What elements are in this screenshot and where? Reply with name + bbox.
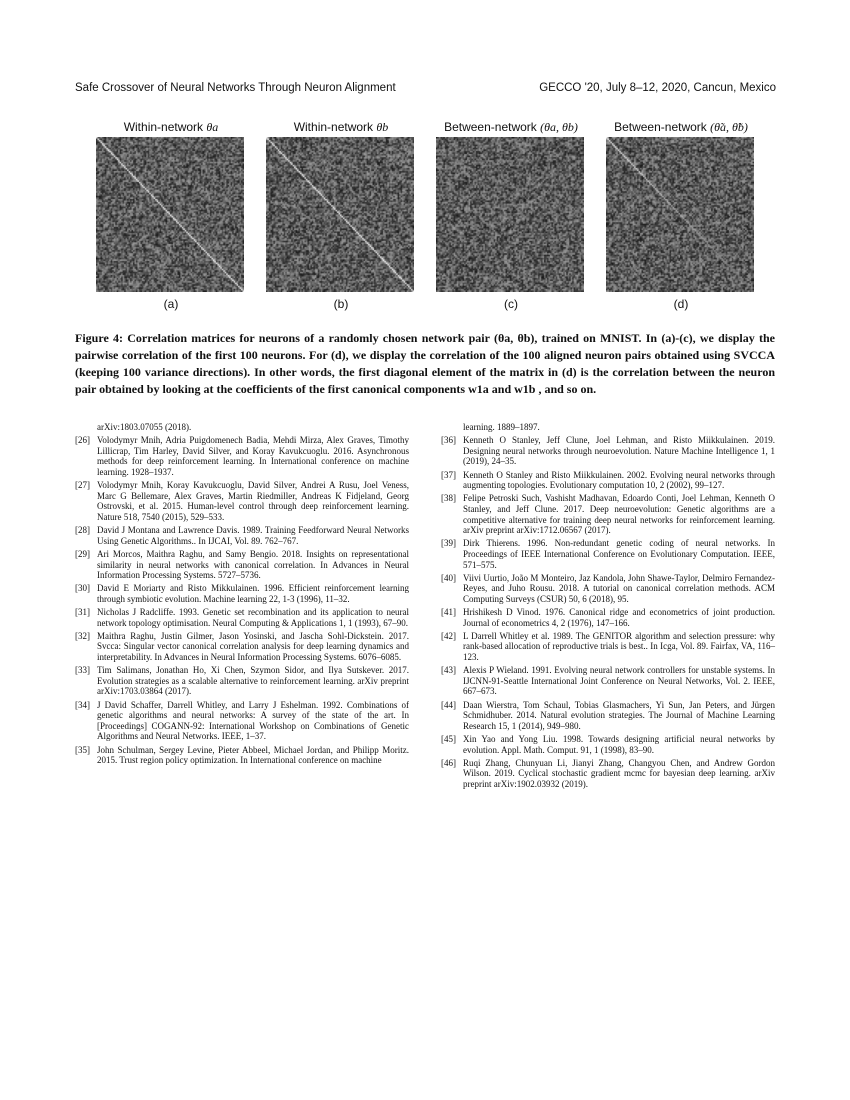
panel-label: (b) bbox=[333, 297, 349, 311]
reference-number: [41] bbox=[441, 607, 456, 618]
running-header-venue: GECCO '20, July 8–12, 2020, Cancun, Mexico bbox=[539, 82, 776, 94]
panel-title: Between-network (θ̃a, θ̃b) bbox=[614, 120, 748, 134]
reference-number: [45] bbox=[441, 733, 456, 744]
reference-entry bbox=[75, 480, 409, 522]
reference-number: [40] bbox=[441, 572, 456, 583]
reference-text: Alexis P Wieland. 1991. Evolving neural network controllers for unstable systems. In IJCNN-91-Seattle International Joint Conference on Neural Networks, Vol. 2. IEEE, 667–673. bbox=[463, 665, 775, 697]
reference-entry bbox=[441, 573, 775, 605]
reference-entry bbox=[441, 631, 775, 663]
reference-number: [34] bbox=[75, 699, 90, 710]
reference-entry bbox=[75, 665, 409, 697]
reference-text: Xin Yao and Yong Liu. 1998. Towards designing artificial neural networks by evolution. Appl. Math. Comput. 91, 1 (1998), 83–90. bbox=[463, 733, 775, 755]
reference-entry bbox=[441, 665, 775, 697]
reference-number: [31] bbox=[75, 607, 90, 618]
reference-number: [26] bbox=[75, 435, 90, 446]
reference-number: [36] bbox=[441, 435, 456, 446]
reference-entry bbox=[75, 525, 409, 546]
correlation-matrix-b bbox=[266, 137, 414, 292]
reference-entry bbox=[75, 583, 409, 604]
reference-entry bbox=[441, 470, 775, 491]
reference-text: John Schulman, Sergey Levine, Pieter Abbeel, Michael Jordan, and Philipp Moritz. 2015. Trust region policy optimization. In International conference on machine bbox=[97, 744, 409, 766]
correlation-matrix-d bbox=[606, 137, 754, 292]
reference-number: [38] bbox=[441, 493, 456, 504]
panel-label: (c) bbox=[504, 297, 518, 311]
reference-entry bbox=[441, 734, 775, 755]
reference-text: David J Montana and Lawrence Davis. 1989. Training Feedforward Neural Networks Using Genetic Algorithms.. In IJCAI, Vol. 89. 762–767. bbox=[97, 525, 409, 546]
reference-number: [46] bbox=[441, 757, 456, 768]
reference-entry bbox=[75, 631, 409, 663]
reference-text: Volodymyr Mnih, Adria Puigdomenech Badia, Mehdi Mirza, Alex Graves, Timothy Lillicrap, Tim Harley, David Silver, and Koray Kavukcuoglu. 2016. Asynchronous methods for deep reinforcement learning. In International conference on machine learning. 1928–1937. bbox=[97, 435, 409, 477]
reference-text: Ruqi Zhang, Chunyuan Li, Jianyi Zhang, Changyou Chen, and Andrew Gordon Wilson. 2019. Cyclical stochastic gradient mcmc for bayesian deep learning. arXiv preprint arXiv:1902.03932 (2019). bbox=[463, 757, 775, 789]
reference-entry bbox=[441, 493, 775, 535]
reference-text: Dirk Thierens. 1996. Non-redundant genetic coding of neural networks. In Proceedings of IEEE International Conference on Evolutionary Computation. IEEE, 571–575. bbox=[463, 538, 775, 570]
references-column-right bbox=[441, 422, 775, 792]
reference-text: Kenneth O Stanley and Risto Miikkulainen. 2002. Evolving neural networks through augmenting topologies. Evolutionary computation 10, 2 (2002), 99–127. bbox=[463, 469, 775, 491]
reference-entry bbox=[441, 538, 775, 570]
reference-text: Ari Morcos, Maithra Raghu, and Samy Bengio. 2018. Insights on representational similarity in neural networks with canonical correlation. In Advances in Neural Information Processing Systems. 5727–5736. bbox=[97, 548, 409, 581]
reference-text: arXiv:1803.07055 (2018). bbox=[97, 422, 192, 432]
figure-caption: Figure 4: Correlation matrices for neurons of a randomly chosen network pair (θa, θb), trained on MNIST. In (a)-(c), we display the pairwise correlation of the first 100 neurons. For (d), we display the correlation of the 100 aligned neuron pairs obtained using SVCCA (keeping 100 variance directions). In other words, the first diagonal element of the matrix in (d) is the correlation between the neuron pair obtained by looking at the coefficients of the first canonical components w1a and w1b , and so on. bbox=[75, 331, 775, 396]
figure-panel-c bbox=[436, 118, 586, 311]
panel-title: Between-network (θa, θb) bbox=[444, 120, 578, 134]
reference-text: Maithra Raghu, Justin Gilmer, Jason Yosinski, and Jascha Sohl-Dickstein. 2017. Svcca: Singular vector canonical correlation analysis for deep learning dynamics and interpretability. In Advances in Neural Information Processing Systems. 6076–6085. bbox=[97, 630, 409, 663]
reference-number: [32] bbox=[75, 630, 90, 641]
reference-text: Tim Salimans, Jonathan Ho, Xi Chen, Szymon Sidor, and Ilya Sutskever. 2017. Evolution strategies as a scalable alternative to reinforcement learning. arXiv preprint arXiv:1703.03864 (2017). bbox=[97, 665, 409, 697]
panel-title: Within-network θb bbox=[293, 120, 389, 134]
reference-entry bbox=[441, 422, 775, 433]
reference-number: [37] bbox=[441, 469, 456, 480]
panel-label: (d) bbox=[673, 297, 689, 311]
reference-number: [28] bbox=[75, 525, 90, 536]
reference-text: Hrishikesh D Vinod. 1976. Canonical ridge and econometrics of joint production. Journal of econometrics 4, 2 (1976), 147–166. bbox=[463, 607, 775, 628]
reference-number: [33] bbox=[75, 665, 90, 676]
reference-text: L Darrell Whitley et al. 1989. The GENITOR algorithm and selection pressure: why rank-based allocation of reproductive trials is best.. In Icga, Vol. 89. Fairfax, VA, 116–123. bbox=[463, 630, 775, 663]
reference-entry bbox=[75, 549, 409, 581]
reference-text: learning. 1889–1897. bbox=[463, 422, 540, 432]
reference-text: Viivi Uurtio, João M Monteiro, Jaz Kandola, John Shawe-Taylor, Delmiro Fernandez-Reyes, and Juho Rousu. 2018. A tutorial on canonical correlation methods. ACM Computing Surveys (CSUR) 50, 6 (2018), 95. bbox=[463, 572, 775, 604]
reference-text: Nicholas J Radcliffe. 1993. Genetic set recombination and its application to neural network topology optimisation. Neural Computing & Applications 1, 1 (1993), 67–90. bbox=[97, 607, 409, 628]
reference-number: [44] bbox=[441, 699, 456, 710]
reference-entry bbox=[75, 745, 409, 766]
reference-number: [29] bbox=[75, 548, 90, 559]
reference-text: Volodymyr Mnih, Koray Kavukcuoglu, David Silver, Andrei A Rusu, Joel Veness, Marc G Bellemare, Alex Graves, Martin Riedmiller, Andreas K Fidjeland, Georg Ostrovski, et al. 2015. Human-level control through deep reinforcement learning. Nature 518, 7540 (2015), 529–533. bbox=[97, 480, 409, 522]
panel-label: (a) bbox=[163, 297, 179, 311]
reference-entry bbox=[441, 758, 775, 790]
reference-text: Kenneth O Stanley, Jeff Clune, Joel Lehman, and Risto Miikkulainen. 2019. Designing neural networks through neuroevolution. Nature Machine Intelligence 1, 1 (2019), 24–35. bbox=[463, 435, 775, 467]
reference-number: [42] bbox=[441, 630, 456, 641]
reference-text: Daan Wierstra, Tom Schaul, Tobias Glasmachers, Yi Sun, Jan Peters, and Jürgen Schmidhuber. 2014. Natural evolution strategies. The Journal of Machine Learning Research 15, 1 (2014), 949–980. bbox=[463, 699, 775, 731]
panel-title: Within-network θa bbox=[123, 120, 219, 134]
reference-entry bbox=[441, 435, 775, 467]
reference-entry bbox=[75, 607, 409, 628]
figure-panel-a bbox=[96, 118, 246, 311]
reference-number: [39] bbox=[441, 538, 456, 549]
reference-text: J David Schaffer, Darrell Whitley, and Larry J Eshelman. 1992. Combinations of genetic algorithms and neural networks: A survey of the state of the art. In [Proceedings] COGANN-92: International Workshop on Combinations of Genetic Algorithms and Neural Networks. IEEE, 1–37. bbox=[97, 699, 409, 742]
reference-entry bbox=[75, 435, 409, 477]
figure-panel-d bbox=[606, 118, 756, 311]
reference-entry bbox=[441, 607, 775, 628]
reference-number: [35] bbox=[75, 744, 90, 755]
reference-entry bbox=[441, 700, 775, 732]
correlation-matrix-a bbox=[96, 137, 244, 292]
reference-number: [27] bbox=[75, 480, 90, 491]
reference-entry bbox=[75, 700, 409, 742]
reference-entry bbox=[75, 422, 409, 433]
reference-text: David E Moriarty and Risto Mikkulainen. 1996. Efficient reinforcement learning through symbiotic evolution. Machine learning 22, 1-3 (1996), 11–32. bbox=[97, 583, 409, 604]
figure-panel-b bbox=[266, 118, 416, 311]
reference-text: Felipe Petroski Such, Vashisht Madhavan, Edoardo Conti, Joel Lehman, Kenneth O Stanley, and Jeff Clune. 2017. Deep neuroevolution: Genetic algorithms are a competitive alternative for training deep neural networks for reinforcement learning. arXiv preprint arXiv:1712.06567 (2017). bbox=[463, 493, 775, 536]
correlation-matrix-c bbox=[436, 137, 584, 292]
references-column-left bbox=[75, 422, 409, 768]
reference-number: [30] bbox=[75, 583, 90, 594]
reference-number: [43] bbox=[441, 665, 456, 676]
running-header-title: Safe Crossover of Neural Networks Through Neuron Alignment bbox=[75, 82, 396, 94]
